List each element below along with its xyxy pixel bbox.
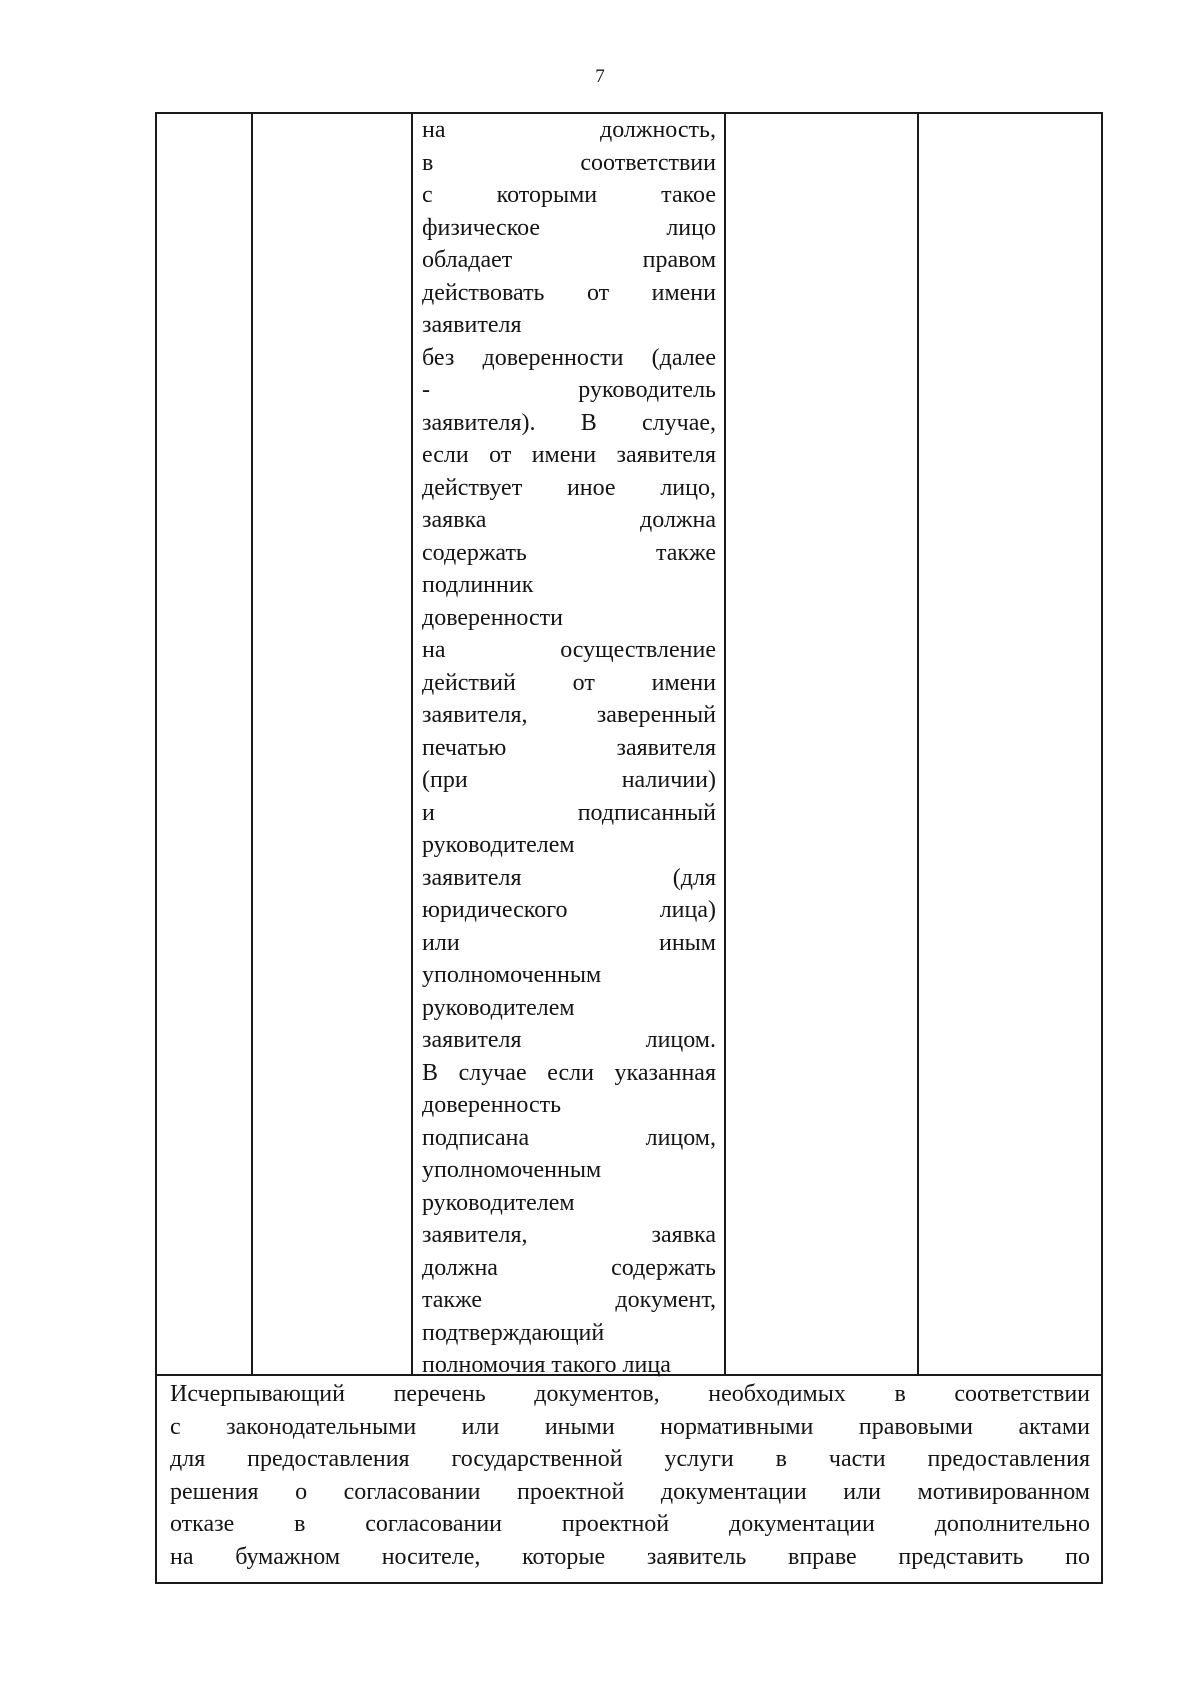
cell-line: заявителя лицом. xyxy=(422,1027,716,1053)
cell-line: доверенность xyxy=(422,1092,562,1118)
cell-line: содержать также xyxy=(422,539,716,566)
cell-line: уполномоченным xyxy=(422,1157,602,1183)
cell-line: заявителя, заверенный xyxy=(422,702,716,728)
cell-line: заявка должна xyxy=(422,507,716,533)
cell-line: действовать от имени xyxy=(422,279,716,306)
cell-line: должна содержать xyxy=(422,1254,716,1281)
cell-line: заявителя, заявка xyxy=(422,1222,716,1248)
column-divider-4 xyxy=(917,112,919,1375)
cell-line: - руководитель xyxy=(422,377,716,403)
cell-line: с которыми такое xyxy=(422,182,716,208)
cell-line: без доверенности (далее xyxy=(422,344,716,371)
cell-line: и подписанный xyxy=(422,799,716,826)
footer-line: решения о согласовании проектной документации или мотивированном xyxy=(170,1478,1090,1505)
cell-line: физическое лицо xyxy=(422,214,716,241)
cell-line: действий от имени xyxy=(422,669,716,696)
cell-line: руководителем xyxy=(422,994,575,1021)
cell-line: подтверждающий xyxy=(422,1319,605,1346)
cell-line: заявителя (для xyxy=(422,864,716,891)
column-divider-2 xyxy=(411,112,413,1375)
cell-line: руководителем xyxy=(422,1189,575,1216)
footer-line: отказе в согласовании проектной документации дополнительно xyxy=(170,1511,1090,1537)
table-cell-document-text xyxy=(422,114,716,1382)
table-left-border xyxy=(155,112,157,1584)
footer-line: Исчерпывающий перечень документов, необходимых в соответствии xyxy=(170,1381,1090,1407)
footer-line: для предоставления государственной услуги в части предоставления xyxy=(170,1446,1090,1472)
cell-line: печатью заявителя xyxy=(422,734,716,761)
cell-line: также документ, xyxy=(422,1287,716,1313)
cell-line: заявителя). В случае, xyxy=(422,409,716,436)
footer-line: на бумажном носителе, которые заявитель вправе представить по xyxy=(170,1543,1090,1570)
cell-line: (при наличии) xyxy=(422,767,716,793)
cell-line: действует иное лицо, xyxy=(422,474,716,501)
cell-line: руководителем xyxy=(422,832,575,858)
cell-line: на осуществление xyxy=(422,637,716,663)
cell-line: уполномоченным xyxy=(422,962,602,988)
cell-line: В случае если указанная xyxy=(422,1059,716,1086)
cell-line: обладает правом xyxy=(422,247,716,273)
table-right-border xyxy=(1101,112,1103,1584)
cell-line: полномочия такого лица xyxy=(422,1352,671,1378)
footer-line: с законодательными или иными нормативными правовыми актами xyxy=(170,1413,1090,1440)
table-section-heading xyxy=(170,1378,1090,1573)
cell-line: юридического лица) xyxy=(422,897,716,923)
cell-line: доверенности xyxy=(422,604,563,631)
column-divider-1 xyxy=(251,112,253,1375)
cell-line: заявителя xyxy=(422,312,522,338)
cell-line: подписана лицом, xyxy=(422,1124,716,1151)
cell-line: в соответствии xyxy=(422,149,716,176)
page-number: 7 xyxy=(595,66,605,87)
cell-line: на должность, xyxy=(422,117,716,143)
cell-line: или иным xyxy=(422,929,716,956)
column-divider-3 xyxy=(724,112,726,1375)
table-bottom-border xyxy=(156,1582,1103,1584)
cell-line: подлинник xyxy=(422,572,534,598)
cell-line: если от имени заявителя xyxy=(422,442,716,468)
